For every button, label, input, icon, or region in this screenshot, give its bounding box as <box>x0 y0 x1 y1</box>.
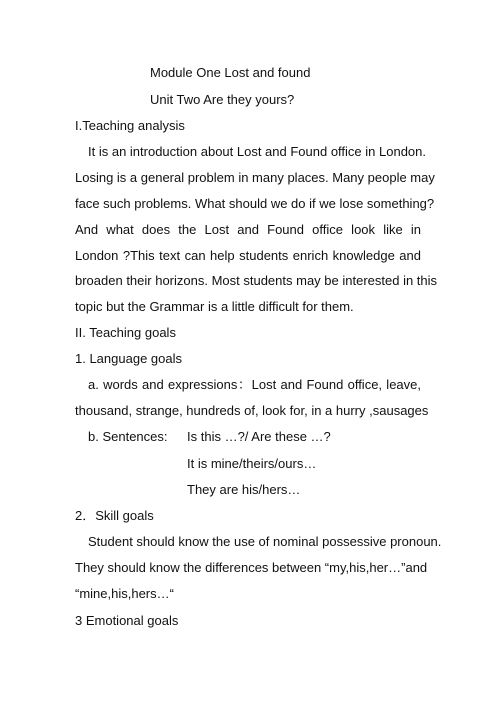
unit-title: Unit Two Are they yours? <box>150 92 295 107</box>
paragraph-line: It is an introduction about Lost and Found office in London. <box>88 144 426 159</box>
sentence-pattern: Is this …?/ Are these …? <box>187 429 331 444</box>
paragraph-line: “mine,his,hers…“ <box>75 586 174 601</box>
module-title: Module One Lost and found <box>150 65 311 80</box>
paragraph-line: And what does the Lost and Found office look like in <box>75 222 421 237</box>
section-heading-teaching-analysis: I.Teaching analysis <box>75 118 185 133</box>
paragraph-line: topic but the Grammar is a little difficult for them. <box>75 299 354 314</box>
paragraph-line: London ?This text can help students enrich knowledge and <box>75 248 421 263</box>
paragraph-line: Student should know the use of nominal possessive pronoun. <box>88 534 442 549</box>
paragraph-line: broaden their horizons. Most students may be interested in this <box>75 273 438 288</box>
goal-heading-skill: 2．Skill goals <box>75 508 154 523</box>
paragraph-line: face such problems. What should we do if we lose something? <box>75 196 435 211</box>
goal-heading-emotional: 3 Emotional goals <box>75 613 179 628</box>
sentence-pattern: They are his/hers… <box>187 482 301 497</box>
paragraph-line: Losing is a general problem in many places. Many people may <box>75 170 435 185</box>
goal-item-a: a. words and expressions：Lost and Found office, leave, <box>88 377 421 392</box>
section-heading-teaching-goals: II. Teaching goals <box>75 325 176 340</box>
goal-heading-language: 1. Language goals <box>75 351 182 366</box>
goal-item-b-label: b. Sentences: <box>88 429 168 444</box>
goal-item-a-continued: thousand, strange, hundreds of, look for, in a hurry ,sausages <box>75 403 429 418</box>
sentence-pattern: It is mine/theirs/ours… <box>187 456 317 471</box>
paragraph-line: They should know the differences between “my,his,her…”and <box>75 560 428 575</box>
